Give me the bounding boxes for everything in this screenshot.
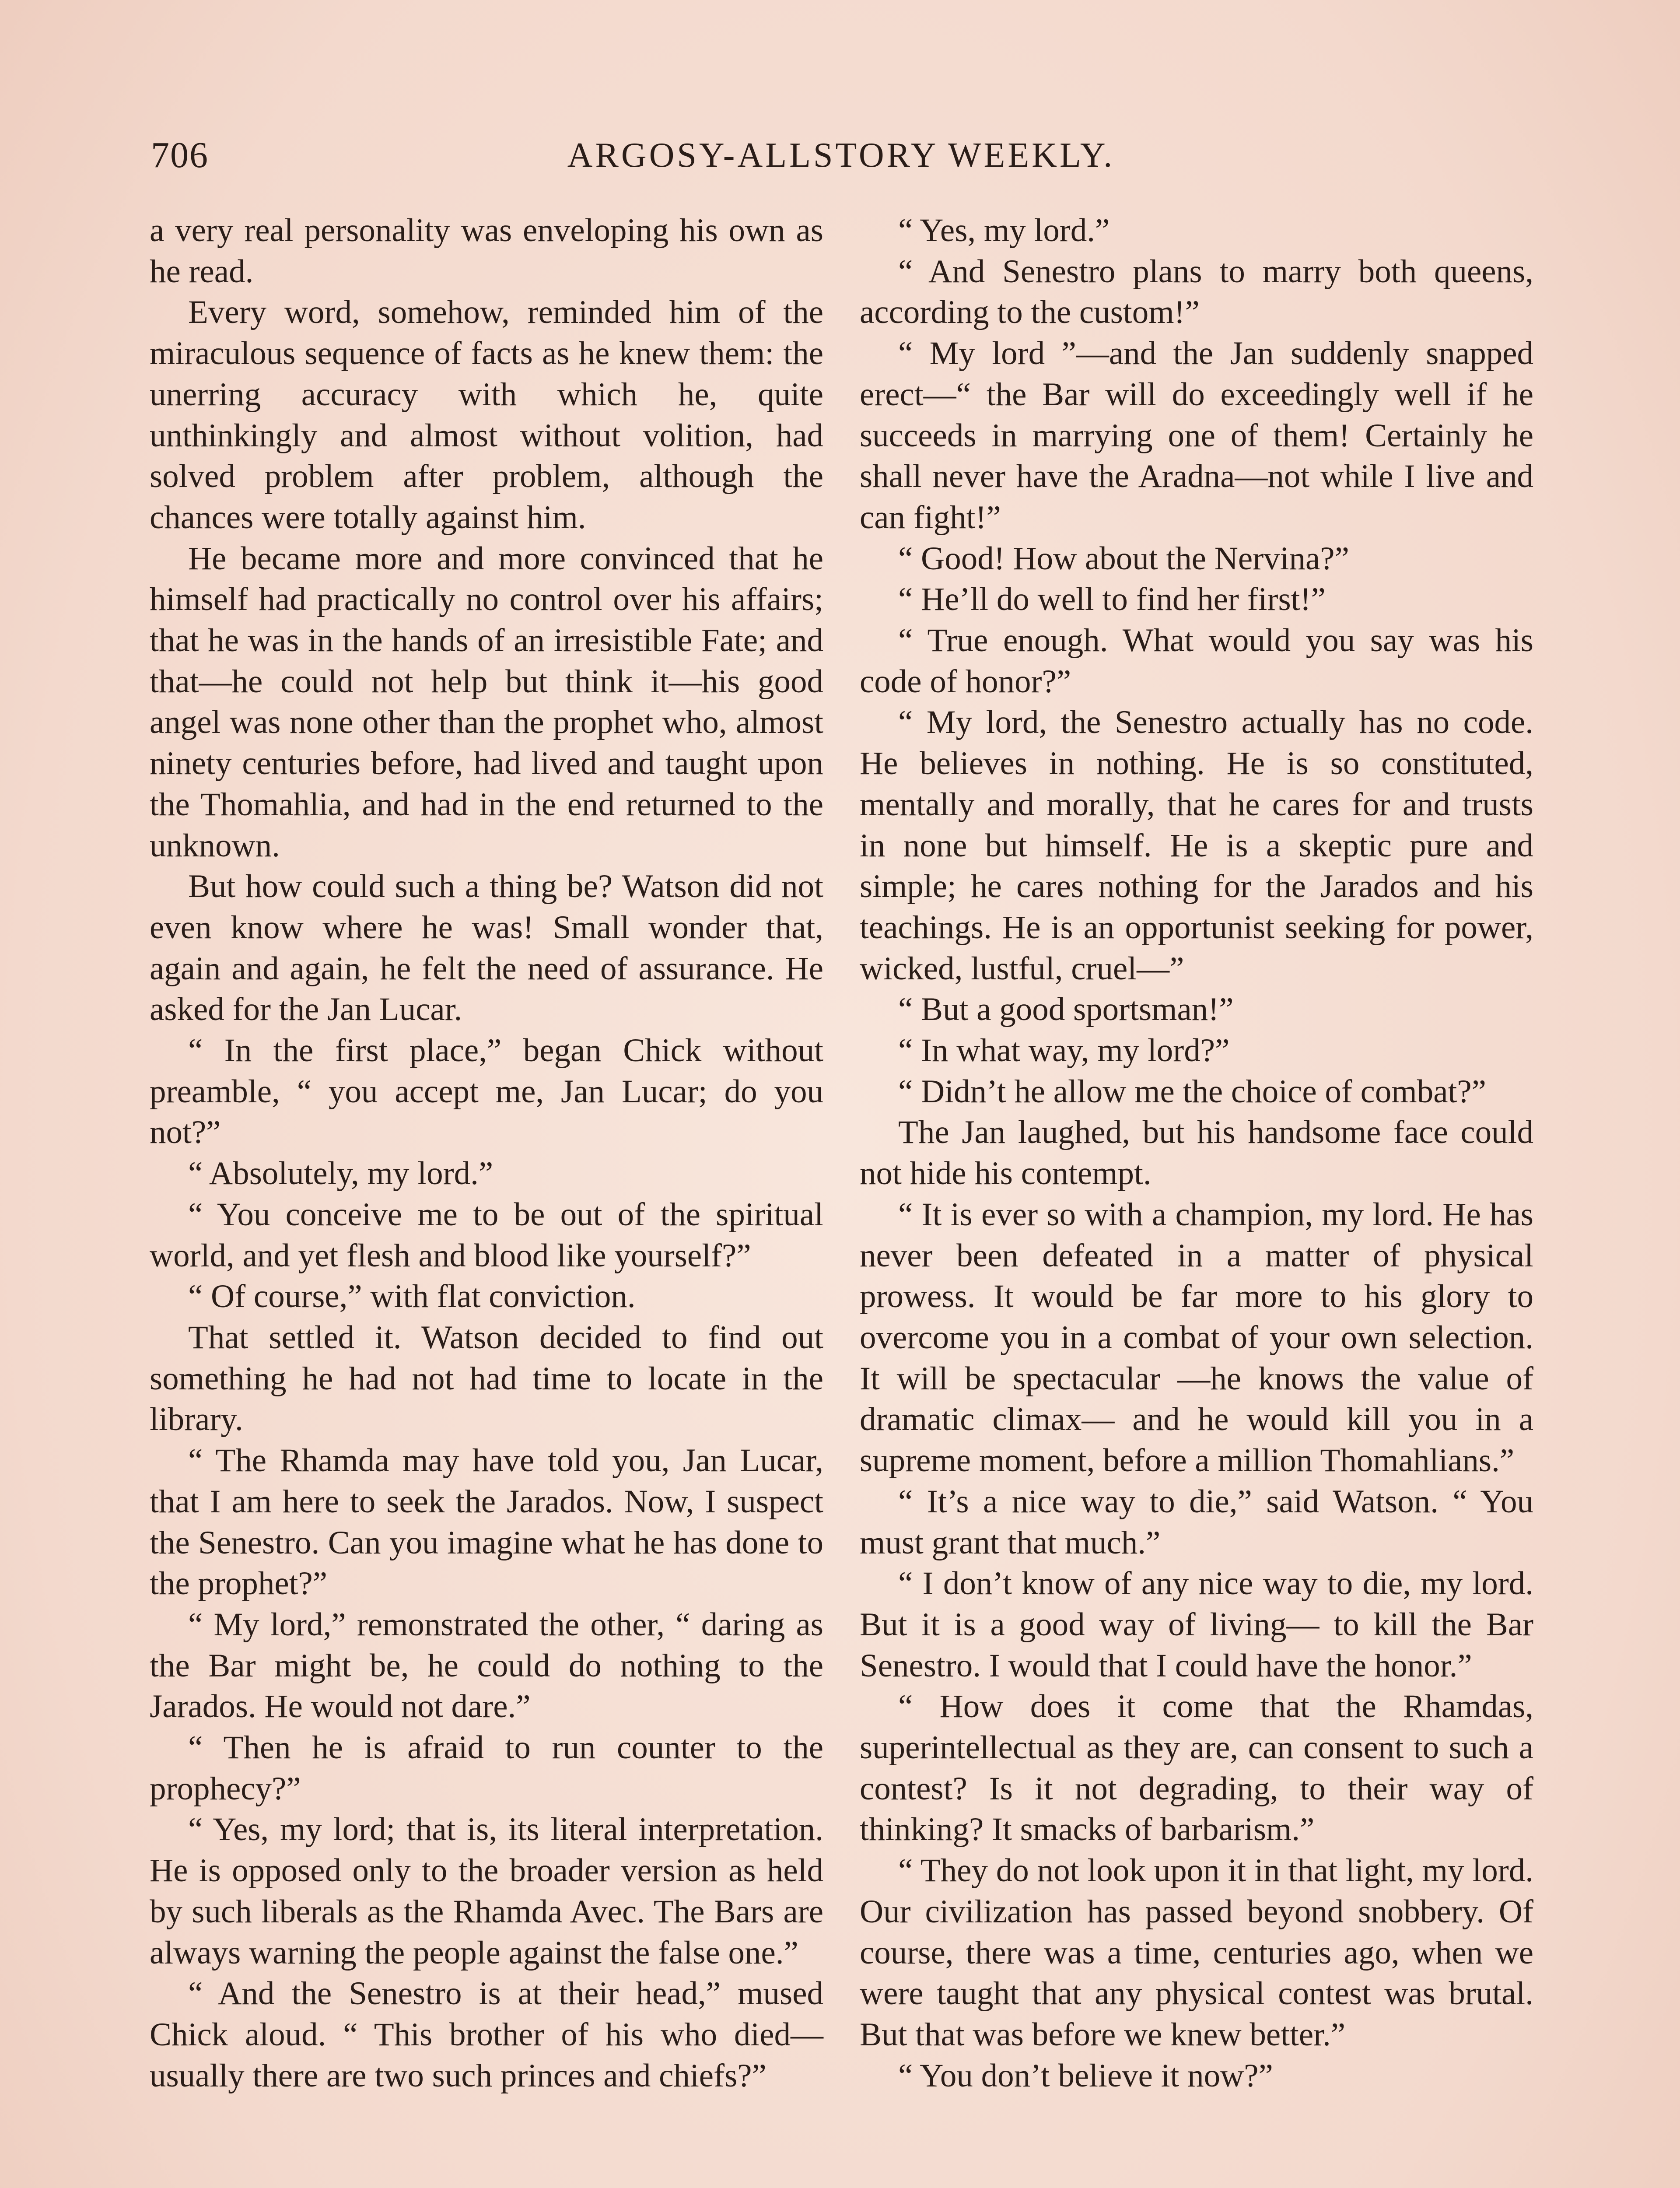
paragraph: “ Then he is afraid to run counter to the prophecy?” <box>150 1729 823 1807</box>
paragraph: “ It’s a nice way to die,” said Watson. “ You must grant that much.” <box>860 1483 1533 1561</box>
paragraph: “ And Senestro plans to marry both queens, according to the custom!” <box>860 253 1533 331</box>
paragraph: “ My lord,” remonstrated the other, “ daring as the Bar might be, he could do nothing to the Jarados. He would not dare.” <box>150 1606 823 1725</box>
paragraph: “ Yes, my lord.” <box>898 212 1110 249</box>
paragraph: “ My lord ”—and the Jan suddenly snapped erect—“ the Bar will do exceedingly well if he succeeds in marrying one of them! Certainly he shall never have the Aradna—not while I live and can fight!” <box>860 335 1533 536</box>
paragraph: “ It is ever so with a champion, my lord. He has never been defeated in a matter of physical prowess. It would be far more to his glory to overcome you in a combat of your own selection. It will be spectacular —he knows the value of dramatic climax— and he would kill you in a supreme moment, before a million Thomahlians.” <box>860 1196 1533 1479</box>
paragraph: “ Absolutely, my lord.” <box>188 1155 494 1192</box>
paragraph: “ My lord, the Senestro actually has no code. He believes in nothing. He is so constituted, mentally and morally, that he cares for and trusts in none but himself. He is a skeptic pure and simple; he cares nothing for the Jarados and his teachings. He is an opportunist seeking for power, wicked, lustful, cruel—” <box>860 704 1533 987</box>
paragraph: “ But a good sportsman!” <box>898 991 1234 1028</box>
running-head: ARGOSY-ALLSTORY WEEKLY. <box>567 136 1115 175</box>
paragraph: Every word, somehow, reminded him of the miraculous sequence of facts as he knew them: the unerring accuracy with which he, quite unthinkingly and almost without volition, had solved problem after problem, although the chances were totally against him. <box>150 294 823 536</box>
paragraph: “ The Rhamda may have told you, Jan Lucar, that I am here to seek the Jarados. Now, I suspect the Senestro. Can you imagine what he has done to the prophet?” <box>150 1442 823 1602</box>
page-header <box>151 131 1531 179</box>
page-number: 706 <box>151 135 209 175</box>
right-column <box>860 210 1533 2096</box>
paragraph: “ Good! How about the Nervina?” <box>898 540 1349 577</box>
paragraph: “ How does it come that the Rhamdas, superintellectual as they are, can consent to such a contest? Is it not degrading, to their way of thinking? It smacks of barbarism.” <box>860 1688 1533 1848</box>
paragraph: “ They do not look upon it in that light, my lord. Our civilization has passed beyond snobbery. Of course, there was a time, centuries ago, when we were taught that any physical contest was brutal. But that was before we knew better.” <box>860 1852 1533 2053</box>
paragraph: “ And the Senestro is at their head,” mused Chick aloud. “ This brother of his who died—usually there are two such princes and chiefs?” <box>150 1975 823 2094</box>
paragraph: “ He’ll do well to find her first!” <box>898 581 1326 618</box>
paragraph: But how could such a thing be? Watson did not even know where he was! Small wonder that, again and again, he felt the need of assurance. He asked for the Jan Lucar. <box>150 868 823 1028</box>
paragraph: “ You don’t believe it now?” <box>898 2057 1273 2094</box>
paragraph: “ Of course,” with flat conviction. <box>188 1278 636 1315</box>
left-column <box>150 210 823 2096</box>
paragraph: The Jan laughed, but his handsome face could not hide his contempt. <box>860 1114 1533 1192</box>
paragraph: “ In the first place,” began Chick without preamble, “ you accept me, Jan Lucar; do you not?” <box>150 1032 823 1151</box>
paragraph: “ In what way, my lord?” <box>898 1032 1230 1069</box>
paragraph: “ Yes, my lord; that is, its literal interpretation. He is opposed only to the broader version as held by such liberals as the Rhamda Avec. The Bars are always warning the people against the false one.” <box>150 1811 823 1971</box>
paragraph: “ Didn’t he allow me the choice of combat?” <box>898 1073 1486 1110</box>
paragraph: “ True enough. What would you say was his code of honor?” <box>860 622 1533 700</box>
paragraph: He became more and more convinced that he himself had practically no control over his affairs; that he was in the hands of an irresistible Fate; and that—he could not help but think it—his good angel was none other than the prophet who, almost ninety centuries before, had lived and taught upon the Thomahlia, and had in the end returned to the unknown. <box>150 540 823 864</box>
paragraph: “ You conceive me to be out of the spiritual world, and yet flesh and blood like yourself?” <box>150 1196 823 1274</box>
paragraph: a very real personality was enveloping his own as he read. <box>150 212 823 290</box>
paragraph: That settled it. Watson decided to find out something he had not had time to locate in the library. <box>150 1319 823 1438</box>
paragraph: “ I don’t know of any nice way to die, my lord. But it is a good way of living— to kill the Bar Senestro. I would that I could have the honor.” <box>860 1565 1533 1684</box>
